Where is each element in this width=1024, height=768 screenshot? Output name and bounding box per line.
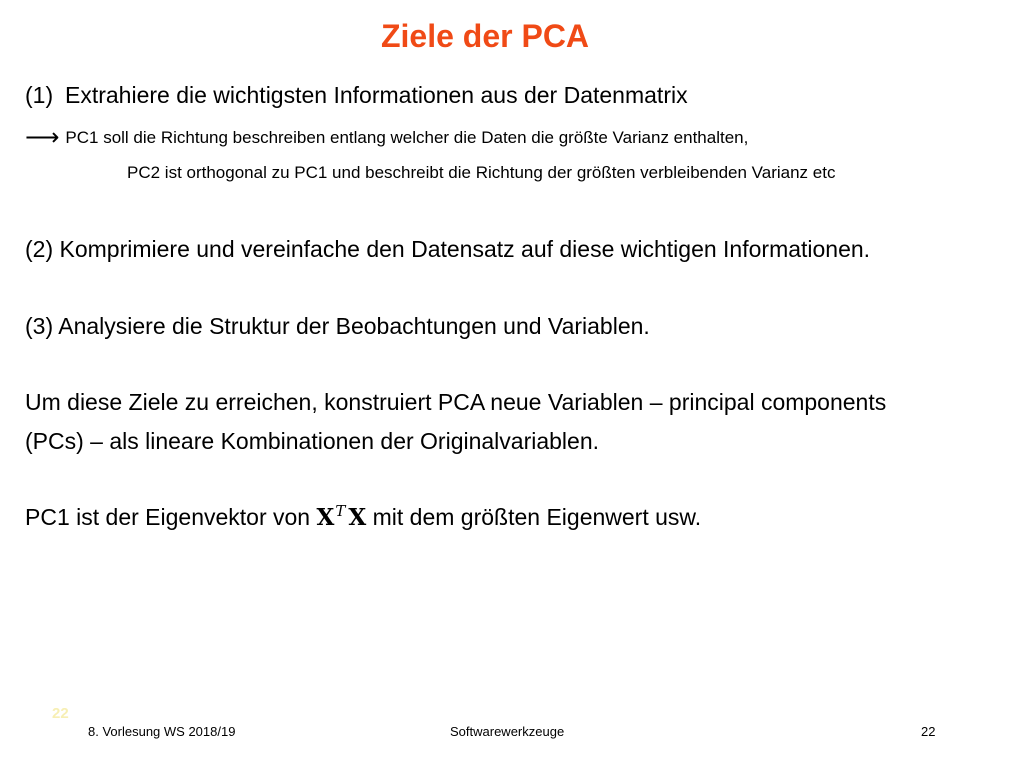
ghost-page-number: 22 [52, 705, 69, 722]
right-arrow-icon: ⟶ [25, 124, 60, 151]
eigenvector-statement [25, 504, 701, 531]
footer-course: Softwarewerkzeuge [450, 724, 565, 739]
goal-1-number: (1) [25, 82, 54, 108]
pc1-description-line [25, 124, 748, 152]
footer-page-number: 22 [921, 724, 936, 739]
goal-3: (3) Analysiere die Struktur der Beobachtungen und Variablen. [25, 313, 650, 339]
pc2-description: PC2 ist orthogonal zu PC1 und beschreibt die Richtung der größten verbleibenden Varianz etc [127, 163, 836, 182]
construct-paragraph-line-2: (PCs) – als lineare Kombinationen der Originalvariablen. [25, 428, 600, 454]
construct-paragraph-line-1: Um diese Ziele zu erreichen, konstruiert PCA neue Variablen – principal components [25, 389, 887, 415]
goal-2: (2) Komprimiere und vereinfache den Datensatz auf diese wichtigen Informationen. [25, 236, 871, 262]
slide-title: Ziele der PCA [380, 18, 590, 54]
transpose-superscript: T [335, 502, 346, 520]
goal-1-text: Extrahiere die wichtigsten Informationen aus der Datenmatrix [65, 82, 688, 108]
matrix-x-second: X [348, 504, 367, 531]
eigen-prefix: PC1 ist der Eigenvektor von [25, 504, 317, 530]
matrix-x: X [316, 504, 335, 531]
footer-lecture: 8. Vorlesung WS 2018/19 [88, 724, 236, 739]
goal-1-line [25, 82, 688, 108]
pc1-description-text: PC1 soll die Richtung beschreiben entlang welcher die Daten die größte Varianz enthalten, [65, 128, 749, 147]
eigen-suffix: mit dem größten Eigenwert usw. [366, 504, 702, 530]
matrix-formula [316, 504, 366, 531]
